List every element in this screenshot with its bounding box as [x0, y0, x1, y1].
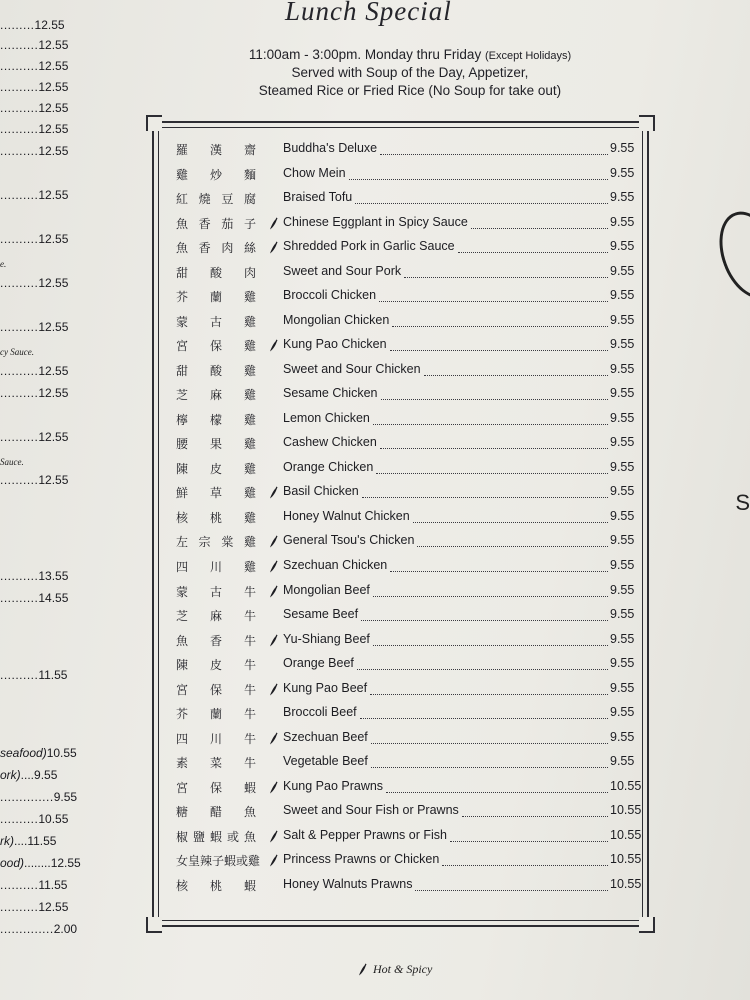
menu-item-chinese-name: 鮮草雞: [176, 486, 256, 500]
dot-leader: [458, 243, 608, 253]
menu-item: [0, 141, 640, 161]
left-price-row: ..............2.00: [0, 922, 78, 936]
right-edge-letter: S: [735, 490, 750, 515]
left-price-row: ..........12.55: [0, 364, 69, 378]
menu-item: [0, 264, 640, 284]
dot-leader: [392, 317, 608, 327]
menu-item-english-name: Lemon Chicken: [283, 411, 370, 425]
menu-item-price: 9.55: [610, 166, 635, 180]
menu-item-english-name: Braised Tofu: [283, 190, 353, 204]
menu-item: [0, 558, 640, 578]
menu-item-english-name: Sweet and Sour Chicken: [283, 362, 421, 376]
hours-text: 11:00am - 3:00pm. Monday thru Friday: [248, 47, 482, 62]
menu-item-english-name: Chinese Eggplant in Spicy Sauce: [283, 215, 468, 229]
chili-pepper-icon: [268, 732, 280, 746]
left-price-row: ..........12.55: [0, 188, 69, 202]
menu-item-english-name: Princess Prawns or Chicken: [283, 852, 440, 866]
menu-item: [0, 607, 640, 627]
menu-item-price: 9.55: [610, 632, 635, 646]
menu-item-price: 9.55: [610, 730, 635, 744]
dot-leader: [462, 807, 608, 817]
dot-leader: [349, 170, 608, 180]
menu-item-price: 9.55: [610, 141, 635, 155]
dot-leader: [390, 341, 608, 351]
frame-corner: [146, 115, 162, 131]
frame-corner: [639, 115, 655, 131]
left-note: Sauce.: [0, 457, 24, 467]
menu-item-chinese-name: 陳皮牛: [176, 658, 256, 672]
menu-item-english-name: Sesame Beef: [283, 607, 359, 621]
left-price-row: ork)....9.55: [0, 768, 58, 782]
dot-leader: [415, 881, 608, 891]
menu-item-english-name: Sesame Chicken: [283, 386, 378, 400]
menu-item-chinese-name: 芥蘭牛: [176, 707, 256, 721]
menu-item-price: 10.55: [610, 852, 642, 866]
menu-item: [0, 656, 640, 676]
menu-item-english-name: Honey Walnut Chicken: [283, 509, 410, 523]
dot-leader: [355, 194, 608, 204]
dot-leader: [370, 685, 608, 695]
dot-leader: [390, 562, 608, 572]
menu-item: [0, 533, 640, 553]
left-price-row: ..........12.55: [0, 144, 69, 158]
menu-item: [0, 705, 640, 725]
menu-item-chinese-name: 左宗棠雞: [176, 535, 256, 549]
dot-leader: [360, 709, 608, 719]
menu-item-chinese-name: 紅燒豆腐: [176, 192, 256, 206]
menu-item-price: 9.55: [610, 533, 635, 547]
menu-item-price: 9.55: [610, 509, 635, 523]
menu-item-chinese-name: 椒鹽蝦或魚: [176, 830, 256, 844]
menu-item-price: 9.55: [610, 288, 635, 302]
left-price-row: rk)....11.55: [0, 834, 57, 848]
menu-item-english-name: Buddha's Deluxe: [283, 141, 378, 155]
left-price-row: ..........12.55: [0, 473, 69, 487]
left-price-row: ..........12.55: [0, 386, 69, 400]
left-price-row: ..........12.55: [0, 122, 69, 136]
chili-pepper-icon: [268, 535, 280, 549]
dot-leader: [371, 734, 608, 744]
menu-item-price: 10.55: [610, 803, 642, 817]
menu-item-english-name: Yu-Shiang Beef: [283, 632, 370, 646]
left-note: cy Sauce.: [0, 347, 34, 357]
hours-note: (Except Holidays): [484, 50, 572, 62]
menu-item: [0, 632, 640, 652]
menu-item-price: 9.55: [610, 484, 635, 498]
menu-item-english-name: Kung Pao Chicken: [283, 337, 387, 351]
frame-corner: [146, 917, 162, 933]
menu-item-english-name: Broccoli Beef: [283, 705, 357, 719]
dot-leader: [424, 366, 608, 376]
page-title: Lunch Special: [285, 0, 452, 26]
chili-pepper-icon: [268, 854, 280, 868]
chili-pepper-icon: [268, 241, 280, 255]
menu-item-english-name: Basil Chicken: [283, 484, 359, 498]
menu-item-chinese-name: 核桃蝦: [176, 879, 256, 893]
menu-item: [0, 239, 640, 259]
menu-item-price: 10.55: [610, 877, 642, 891]
menu-item-price: 9.55: [610, 313, 635, 327]
menu-item-price: 10.55: [610, 828, 642, 842]
menu-item-price: 9.55: [610, 460, 635, 474]
menu-item-english-name: Broccoli Chicken: [283, 288, 377, 302]
menu-item-chinese-name: 雞炒麵: [176, 168, 256, 182]
menu-item-chinese-name: 四川牛: [176, 732, 256, 746]
left-price-row: seafood)10.55: [0, 746, 77, 760]
legend-text: Hot & Spicy: [373, 962, 433, 976]
left-price-row: ..........12.55: [0, 59, 69, 73]
menu-item: [0, 681, 640, 701]
menu-item-english-name: Chow Mein: [283, 166, 346, 180]
dot-leader: [381, 390, 608, 400]
menu-item: [0, 166, 640, 186]
menu-item: [0, 313, 640, 333]
menu-item-english-name: Sweet and Sour Fish or Prawns: [283, 803, 459, 817]
menu-item: [0, 362, 640, 382]
chili-pepper-icon: [268, 634, 280, 648]
menu-item: [0, 460, 640, 480]
dot-leader: [386, 783, 608, 793]
menu-item: [0, 386, 640, 406]
menu-item-english-name: Vegetable Beef: [283, 754, 368, 768]
dot-leader: [371, 758, 608, 768]
dot-leader: [379, 292, 608, 302]
menu-item-chinese-name: 腰果雞: [176, 437, 256, 451]
menu-item: [0, 877, 640, 897]
menu-item-price: 9.55: [610, 362, 635, 376]
menu-item-price: 9.55: [610, 411, 635, 425]
menu-item-chinese-name: 檸檬雞: [176, 413, 256, 427]
menu-item-english-name: Orange Beef: [283, 656, 354, 670]
menu-item: [0, 828, 640, 848]
menu-item-chinese-name: 素菜牛: [176, 756, 256, 770]
chili-pepper-icon: [268, 560, 280, 574]
chili-pepper-icon: [268, 830, 280, 844]
menu-item-price: 10.55: [610, 779, 642, 793]
menu-item: [0, 852, 640, 872]
dot-leader: [357, 660, 608, 670]
menu-item-chinese-name: 糖醋魚: [176, 805, 256, 819]
left-price-row: ..........13.55: [0, 569, 69, 583]
left-price-row: ..........12.55: [0, 38, 69, 52]
menu-item-price: 9.55: [610, 435, 635, 449]
chili-pepper-icon: [268, 486, 280, 500]
menu-item-english-name: Shredded Pork in Garlic Sauce: [283, 239, 455, 253]
served-with-line: Served with Soup of the Day, Appetizer,: [291, 65, 529, 80]
dot-leader: [373, 415, 608, 425]
menu-item-english-name: Szechuan Chicken: [283, 558, 388, 572]
menu-item-english-name: Szechuan Beef: [283, 730, 368, 744]
menu-item-english-name: Kung Pao Beef: [283, 681, 368, 695]
dot-leader: [471, 219, 608, 229]
menu-item: [0, 730, 640, 750]
chili-pepper-icon: [268, 217, 280, 231]
dot-leader: [442, 856, 608, 866]
frame-corner: [639, 917, 655, 933]
left-price-row: ..........12.55: [0, 101, 69, 115]
menu-item: [0, 435, 640, 455]
left-price-row: ..........11.55: [0, 668, 68, 682]
menu-item-price: 9.55: [610, 337, 635, 351]
dot-leader: [417, 537, 608, 547]
menu-item-chinese-name: 蒙古牛: [176, 585, 256, 599]
menu-item-chinese-name: 甜酸肉: [176, 266, 256, 280]
dot-leader: [380, 439, 608, 449]
menu-item-chinese-name: 魚香肉絲: [176, 241, 256, 255]
menu-item-english-name: Mongolian Beef: [283, 583, 370, 597]
menu-item: [0, 803, 640, 823]
menu-item-english-name: General Tsou's Chicken: [283, 533, 415, 547]
left-price-row: ..........12.55: [0, 80, 69, 94]
menu-item-chinese-name: 宮保蝦: [176, 781, 256, 795]
menu-item: [0, 754, 640, 774]
menu-item-english-name: Orange Chicken: [283, 460, 374, 474]
menu-item-price: 9.55: [610, 656, 635, 670]
menu-item: [0, 411, 640, 431]
menu-item-chinese-name: 芝麻牛: [176, 609, 256, 623]
menu-item-chinese-name: 四川雞: [176, 560, 256, 574]
menu-item-price: 9.55: [610, 386, 635, 400]
menu-item: [0, 484, 640, 504]
menu-item: [0, 779, 640, 799]
dot-leader: [373, 587, 608, 597]
left-price-row: ..........12.55: [0, 232, 69, 246]
dot-leader: [373, 636, 608, 646]
menu-item-english-name: Cashew Chicken: [283, 435, 377, 449]
left-price-row: ..........11.55: [0, 878, 68, 892]
menu-item-price: 9.55: [610, 754, 635, 768]
left-price-row: ..........12.55: [0, 276, 69, 290]
dot-leader: [404, 268, 608, 278]
menu-item-chinese-name: 甜酸雞: [176, 364, 256, 378]
left-note: e.: [0, 259, 7, 269]
menu-item-chinese-name: 魚香茄子: [176, 217, 256, 231]
menu-item-price: 9.55: [610, 607, 635, 621]
menu-item: [0, 337, 640, 357]
chili-pepper-icon: [268, 683, 280, 697]
menu-item-chinese-name: 陳皮雞: [176, 462, 256, 476]
hours-line: [150, 47, 670, 62]
dot-leader: [361, 611, 608, 621]
left-price-row: ..............9.55: [0, 790, 78, 804]
menu-item-chinese-name: 魚香牛: [176, 634, 256, 648]
menu-item-price: 9.55: [610, 705, 635, 719]
dot-leader: [376, 464, 608, 474]
chili-pepper-icon: [268, 585, 280, 599]
menu-item-price: 9.55: [610, 190, 635, 204]
menu-item-price: 9.55: [610, 215, 635, 229]
dot-leader: [413, 513, 608, 523]
left-price-row: ..........10.55: [0, 812, 69, 826]
dot-leader: [362, 488, 608, 498]
menu-item: [0, 215, 640, 235]
left-price-row: ..........12.55: [0, 320, 69, 334]
menu-item-chinese-name: 蒙古雞: [176, 315, 256, 329]
left-price-row: .........12.55: [0, 18, 65, 32]
menu-item: [0, 509, 640, 529]
menu-item-english-name: Mongolian Chicken: [283, 313, 390, 327]
menu-item-chinese-name: 女皇辣子蝦或雞: [176, 854, 261, 868]
menu-item-english-name: Sweet and Sour Pork: [283, 264, 402, 278]
menu-item: [0, 583, 640, 603]
menu-item-chinese-name: 芥蘭雞: [176, 290, 256, 304]
rice-line: Steamed Rice or Fried Rice (No Soup for take out): [258, 83, 562, 98]
menu-item-chinese-name: 宮保雞: [176, 339, 256, 353]
menu-item-english-name: Kung Pao Prawns: [283, 779, 384, 793]
menu-item: [0, 288, 640, 308]
menu-item: [0, 190, 640, 210]
menu-item-english-name: Honey Walnuts Prawns: [283, 877, 413, 891]
spicy-legend: [358, 962, 432, 977]
left-price-row: ..........14.55: [0, 591, 69, 605]
chili-pepper-icon: [268, 781, 280, 795]
left-price-row: ..........12.55: [0, 430, 69, 444]
dot-leader: [450, 832, 608, 842]
left-price-row: ..........12.55: [0, 900, 69, 914]
menu-item-chinese-name: 核桃雞: [176, 511, 256, 525]
right-edge-decoration: [708, 203, 750, 307]
left-price-row: ood)........12.55: [0, 856, 81, 870]
dot-leader: [380, 145, 608, 155]
menu-item-chinese-name: 宮保牛: [176, 683, 256, 697]
chili-pepper-icon: [358, 963, 368, 977]
menu-item-price: 9.55: [610, 264, 635, 278]
menu-item-english-name: Salt & Pepper Prawns or Fish: [283, 828, 447, 842]
menu-item-price: 9.55: [610, 239, 635, 253]
menu-item-chinese-name: 芝麻雞: [176, 388, 256, 402]
menu-item-price: 9.55: [610, 558, 635, 572]
menu-item-chinese-name: 羅漢齋: [176, 143, 256, 157]
menu-item-price: 9.55: [610, 681, 635, 695]
chili-pepper-icon: [268, 339, 280, 353]
menu-item-price: 9.55: [610, 583, 635, 597]
